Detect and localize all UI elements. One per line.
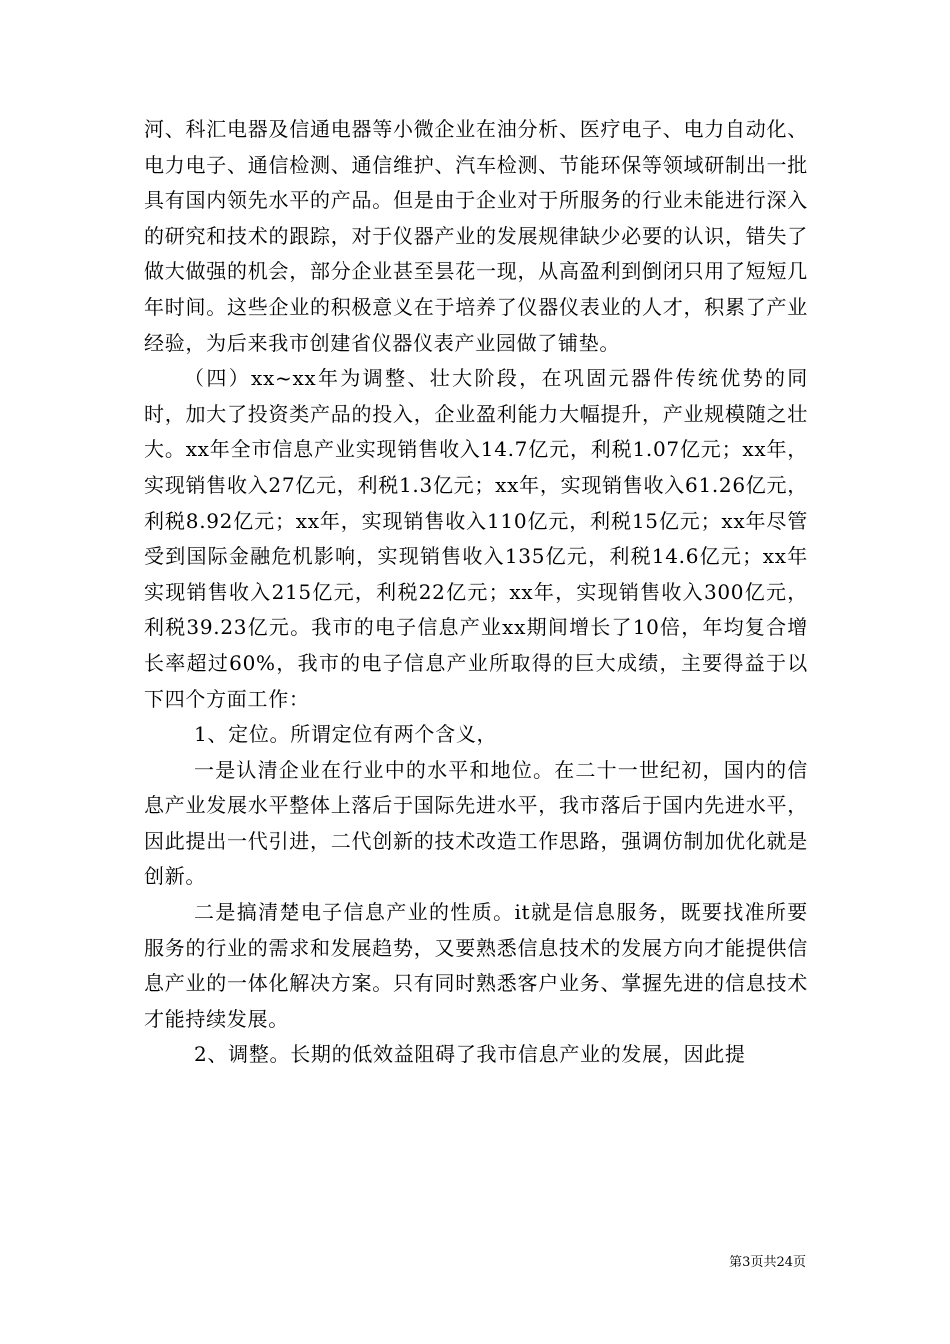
document-body xyxy=(144,112,808,1073)
page-number: 第3页共24页 xyxy=(729,1255,806,1270)
paragraph-adjustment: 2、调整。长期的低效益阻碍了我市信息产业的发展，因此提 xyxy=(194,1042,746,1067)
paragraph-positioning-heading: 1、定位。所谓定位有两个含义， xyxy=(194,722,498,747)
paragraph-continuation: 河、科汇电器及信通电器等小微企业在油分析、医疗电子、电力自动化、电力电子、通信检测、通信维护、汽车检测、节能环保等领域研制出一批具有国内领先水平的产品。但是由于企业对于所服务的行业未能进行深入的研究和技术的跟踪，对于仪器产业的发展规律缺少必要的认识，错失了做大做强的机会，部分企业甚至昙花一现，从高盈利到倒闭只用了短短几年时间。这些企业的积极意义在于培养了仪器仪表业的人才，积累了产业经验，为后来我市创建省仪器仪表产业园做了铺垫。 xyxy=(144,117,808,355)
paragraph-second-meaning: 二是搞清楚电子信息产业的性质。it就是信息服务，既要找准所要服务的行业的需求和发展趋势，又要熟悉信息技术的发展方向才能提供信息产业的一体化解决方案。只有同时熟悉客户业务、掌握先进的信息技术才能持续发展。 xyxy=(144,900,808,1031)
paragraph-stage-four: （四）xx~xx年为调整、壮大阶段，在巩固元器件传统优势的同时，加大了投资类产品的投入，企业盈利能力大幅提升，产业规模随之壮大。xx年全市信息产业实现销售收入14.7亿元，利税1.07亿元；xx年，实现销售收入27亿元，利税1.3亿元；xx年，实现销售收入61.26亿元，利税8.92亿元；xx年，实现销售收入110亿元，利税15亿元；xx年尽管受到国际金融危机影响，实现销售收入135亿元，利税14.6亿元；xx年实现销售收入215亿元，利税22亿元；xx年，实现销售收入300亿元，利税39.23亿元。我市的电子信息产业xx期间增长了10倍，年均复合增长率超过60%，我市的电子信息产业所取得的巨大成绩，主要得益于以下四个方面工作： xyxy=(144,366,808,711)
paragraph-first-meaning: 一是认清企业在行业中的水平和地位。在二十一世纪初，国内的信息产业发展水平整体上落后于国际先进水平，我市落后于国内先进水平，因此提出一代引进，二代创新的技术改造工作思路，强调仿制加优化就是创新。 xyxy=(144,757,808,889)
